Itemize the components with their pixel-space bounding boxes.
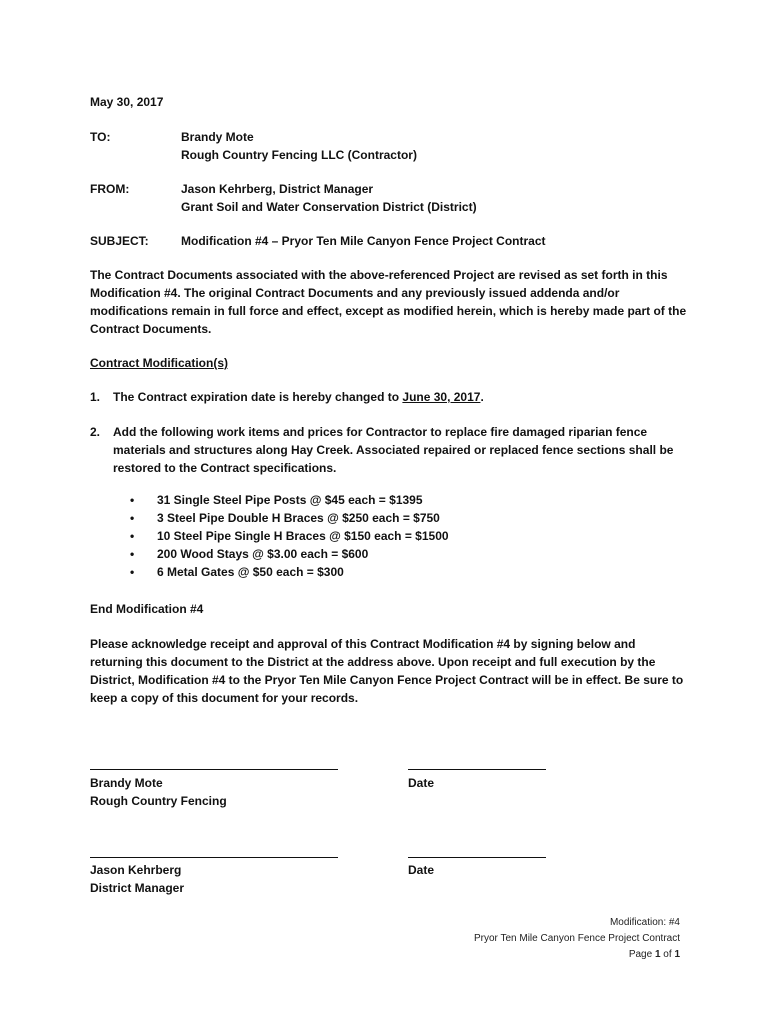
subject-label: SUBJECT: [90, 234, 149, 248]
item-1-text: The Contract expiration date is hereby changed to [113, 390, 403, 404]
memo-date: May 30, 2017 [90, 95, 164, 109]
sig1-name: Brandy Mote [90, 776, 163, 790]
footer-page-number: Page 1 of 1 [628, 949, 680, 960]
intro-paragraph: The Contract Documents associated with the above-referenced Project are revised as set forth in this Modification #4. The original Contract Documents and any previously issued addenda and/or modifications remain in full force and effect, except as modified herein, which is hereby made part of the Contract Documents. [90, 268, 687, 336]
from-org: Grant Soil and Water Conservation District (District) [181, 200, 477, 214]
sig1-date-label: Date [408, 776, 435, 790]
to-name: Brandy Mote [181, 130, 254, 144]
to-org: Rough Country Fencing LLC (Contractor) [181, 148, 417, 162]
item-2-text: Add the following work items and prices for Contractor to replace fire damaged riparian fence materials and structures along Hay Creek. Associated repaired or replaced fence sections shall be restored to the Contract specifications. [113, 425, 674, 475]
sig2-title: District Manager [90, 881, 185, 895]
bullet-icon: • [130, 493, 135, 507]
bullet-icon: • [130, 529, 135, 543]
bullet-icon: • [130, 547, 135, 561]
footer-modification: Modification: #4 [609, 917, 680, 928]
sig1-org: Rough Country Fencing [90, 794, 227, 808]
closing-paragraph: Please acknowledge receipt and approval of this Contract Modification #4 by signing below and returning this document to the District at the address above. Upon receipt and full execution by the District, Modification #4 to the Pryor Ten Mile Canyon Fence Project Contract will be in effect. Be sure to keep a copy of this document for your records. [90, 637, 684, 705]
item-1-end: . [480, 390, 484, 404]
signature-line-contractor [90, 769, 338, 770]
from-label: FROM: [90, 182, 130, 196]
subject-text: Modification #4 – Pryor Ten Mile Canyon Fence Project Contract [181, 234, 546, 248]
item-2-number: 2. [90, 425, 101, 439]
date-line-contractor [408, 769, 546, 770]
bullet-icon: • [130, 565, 135, 579]
to-label: TO: [90, 130, 111, 144]
end-modification: End Modification #4 [90, 602, 204, 616]
item-1-date: June 30, 2017 [402, 390, 481, 404]
sig2-date-label: Date [408, 863, 435, 877]
item-1-content [113, 388, 690, 406]
signature-line-district [90, 857, 338, 858]
item-1-number: 1. [90, 390, 101, 404]
footer-project: Pryor Ten Mile Canyon Fence Project Contract [473, 933, 680, 944]
bullet-icon: • [130, 511, 135, 525]
document-page: May 30, 2017 TO: Brandy Mote Rough Country Fencing LLC (Contractor) FROM: Jason Kehrberg, District Manager Grant Soil and Water Conservation District (District) SUBJECT: Modification #4 – Pryor Ten Mile Canyon Fence Project Contract The Contract Documents associated with the above-referenced Project are revised as set forth in this Modification #4. The original Contract Documents and any previously issued addenda and/or modifications remain in full force and effect, except as modified herein, which is hereby made part of the Contract Documents. Contract Modification(s) 1. The Contract expiration date is hereby changed to June 30, 2017. 2. Add the following work items and prices for Contractor to replace fire damaged riparian fence materials and structures along Hay Creek. Associated repaired or replaced fence sections shall be restored to the Contract specifications. • 31 Single Steel Pipe Posts @ $45 each = $1395 • 3 Steel Pipe Double H Braces @ $250 each = $750 • 10 Steel Pipe Single H Braces @ $150 each = $1500 • 200 Wood Stays @ $3.00 each = $600 • 6 Metal Gates @ $50 each = $300 End Modification #4 Please acknowledge receipt and approval of this Contract Modification #4 by signing below and returning this document to the District at the address above. Upon receipt and full execution by the District, Modification #4 to the Pryor Ten Mile Canyon Fence Project Contract will be in effect. Be sure to keep a copy of this document for your records. Brandy Mote Date Rough Country Fencing Jason Kehrberg Date District Manager Modification: #4 Pryor Ten Mile Canyon Fence Project Contract Page 1 of 1 [0, 0, 770, 1024]
sig2-name: Jason Kehrberg [90, 863, 182, 877]
from-name: Jason Kehrberg, District Manager [181, 182, 374, 196]
date-line-district [408, 857, 546, 858]
section-heading: Contract Modification(s) [90, 356, 228, 370]
